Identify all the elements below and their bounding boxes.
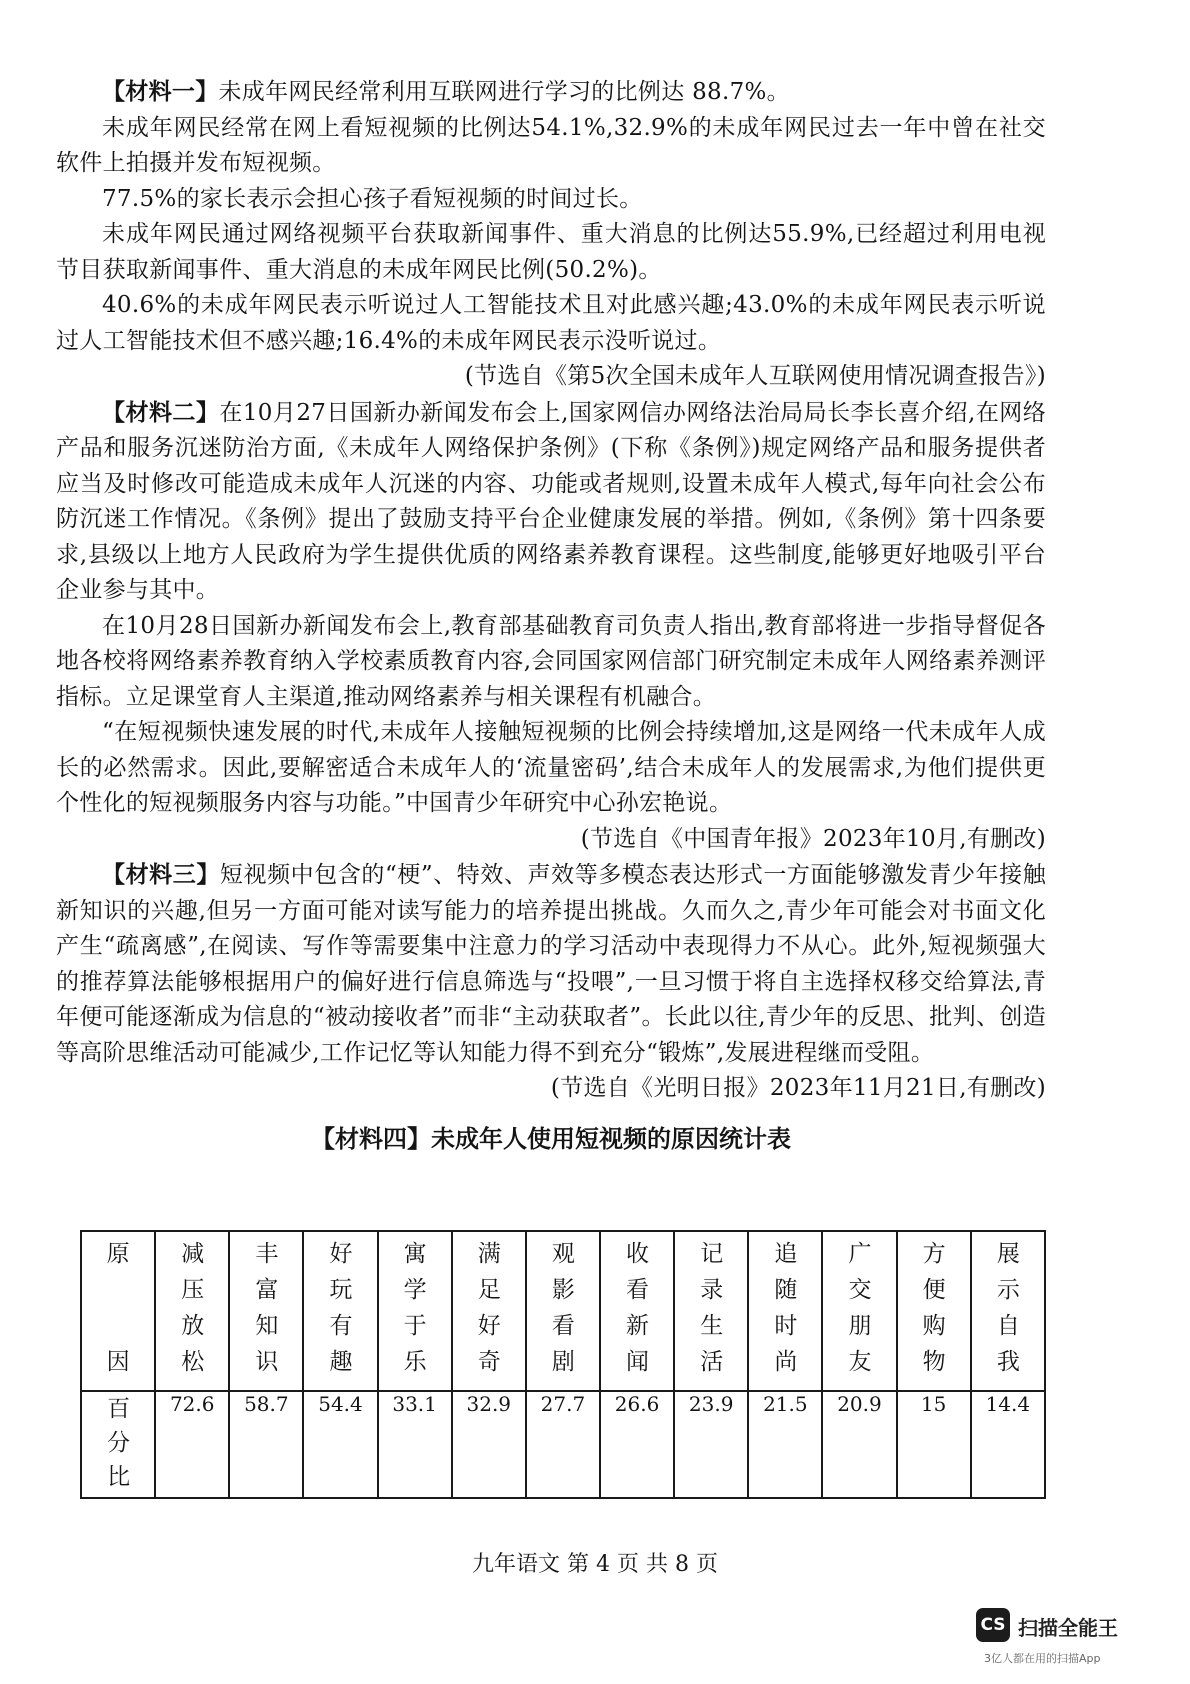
- material1-tag: 【材料一】: [102, 78, 219, 105]
- watermark-tagline: 3亿人都在用的扫描App: [984, 1652, 1101, 1665]
- material3-tag: 【材料三】: [102, 861, 220, 888]
- material2-p2: 在10月28日国新办新闻发布会上,教育部基础教育司负责人指出,教育部将进一步指导督促各地各校将网络素养教育纳入学校素质教育内容,会同国家网信部门研究制定未成年人网络素养测评指标。立足课堂育人主渠道,推动网络素养与相关课程有机融合。: [56, 612, 1046, 710]
- value-cell: 72.6: [155, 1391, 229, 1498]
- reasons-table: [80, 1230, 1046, 1499]
- column-header: 方便购物: [897, 1231, 971, 1391]
- table-header-row: [81, 1231, 1045, 1391]
- value-cell: 54.4: [303, 1391, 377, 1498]
- camscanner-logo-icon: CS: [976, 1608, 1010, 1642]
- row-label-cell: [81, 1391, 155, 1498]
- column-header: 好玩有趣: [303, 1231, 377, 1391]
- material1-p2: 未成年网民经常在网上看短视频的比例达54.1%,32.9%的未成年网民过去一年中曾在社交软件上拍摄并发布短视频。: [56, 114, 1046, 176]
- column-header: 观影看剧: [526, 1231, 600, 1391]
- material1-p4: 未成年网民通过网络视频平台获取新闻事件、重大消息的比例达55.9%,已经超过利用电视节目获取新闻事件、重大消息的未成年网民比例(50.2%)。: [56, 221, 1046, 283]
- material2-p1: 【材料二】在10月27日国新办新闻发布会上,国家网信办网络法治局局长李长喜介绍,在网络产品和服务沉迷防治方面,《未成年人网络保护条例》(下称《条例》)规定网络产品和服务提供者应当及时修改可能造成未成年人沉迷的内容、功能或者规则,设置未成年人模式,每年向社会公布防沉迷工作情况。《条例》提出了鼓励支持平台企业健康发展的举措。例如,《条例》第十四条要求,县级以上地方人民政府为学生提供优质的网络素养教育课程。这些制度,能够更好地吸引平台企业参与其中。: [56, 398, 1047, 603]
- column-header: 寓学于乐: [378, 1231, 452, 1391]
- scanner-watermark: [976, 1608, 1146, 1664]
- exam-page: [56, 74, 1046, 1159]
- material4-tag: 【材料四】: [311, 1123, 431, 1153]
- table-value-row: [81, 1391, 1045, 1498]
- material2-p3: “在短视频快速发展的时代,未成年人接触短视频的比例会持续增加,这是网络一代未成年人成长的必然需求。因此,要解密适合未成年人的‘流量密码’,结合未成年人的发展需求,为他们提供更个性化的短视频服务内容与功能。”中国青少年研究中心孙宏艳说。: [56, 719, 1046, 816]
- material2-source: (节选自《中国青年报》2023年10月,有删改): [580, 825, 1046, 852]
- value-cell: 20.9: [822, 1391, 896, 1498]
- material3-source: (节选自《光明日报》2023年11月21日,有删改): [550, 1075, 1046, 1101]
- column-header: 记录生活: [674, 1231, 748, 1391]
- value-cell: 27.7: [526, 1391, 600, 1498]
- corner-cell: [81, 1231, 155, 1391]
- column-header: 展示自我: [971, 1231, 1045, 1391]
- value-cell: 58.7: [229, 1391, 303, 1498]
- column-header: 丰富知识: [229, 1231, 303, 1391]
- material1-p5: 40.6%的未成年网民表示听说过人工智能技术且对此感兴趣;43.0%的未成年网民表示听说过人工智能技术但不感兴趣;16.4%的未成年网民表示没听说过。: [56, 292, 1046, 354]
- value-cell: 14.4: [971, 1391, 1045, 1498]
- column-header: 减压放松: [155, 1231, 229, 1391]
- column-header: 追随时尚: [748, 1231, 822, 1391]
- material1-source: (节选自《第5次全国未成年人互联网使用情况调查报告》): [464, 363, 1046, 389]
- header-top-label: 原: [106, 1241, 130, 1267]
- material3-p1: 【材料三】短视频中包含的“梗”、特效、声效等多模态表达形式一方面能够激发青少年接触新知识的兴趣,但另一方面可能对读写能力的培养提出挑战。久而久之,青少年可能会对书面文化产生“疏离感”,在阅读、写作等需要集中注意力的学习活动中表现得力不从心。此外,短视频强大的推荐算法能够根据用户的偏好进行信息筛选与“投喂”,一旦习惯于将自主选择权移交给算法,青年便可能逐渐成为信息的“被动接收者”而非“主动获取者”。长此以往,青少年的反思、批判、创造等高阶思维活动可能减少,工作记忆等认知能力得不到充分“锻炼”,发展进程继而受阻。: [56, 861, 1046, 1066]
- page-footer: 九年语文 第 4 页 共 8 页: [472, 1552, 718, 1577]
- value-cell: 15: [897, 1391, 971, 1498]
- value-cell: 23.9: [674, 1391, 748, 1498]
- material1-p1: 【材料一】未成年网民经常利用互联网进行学习的比例达 88.7%。: [102, 78, 790, 105]
- header-bottom-label: 因: [106, 1349, 130, 1375]
- material1-p3: 77.5%的家长表示会担心孩子看短视频的时间过长。: [102, 185, 643, 212]
- row-label: 百分比: [107, 1396, 131, 1490]
- column-header: 收看新闻: [600, 1231, 674, 1391]
- value-cell: 32.9: [452, 1391, 526, 1498]
- column-header: 广交朋友: [822, 1231, 896, 1391]
- column-header: 满足好奇: [452, 1231, 526, 1391]
- material4-title: 【材料四】未成年人使用短视频的原因统计表: [311, 1123, 791, 1153]
- value-cell: 26.6: [600, 1391, 674, 1498]
- value-cell: 33.1: [378, 1391, 452, 1498]
- material2-tag: 【材料二】: [102, 398, 220, 426]
- watermark-name: 扫描全能王: [1018, 1616, 1118, 1640]
- value-cell: 21.5: [748, 1391, 822, 1498]
